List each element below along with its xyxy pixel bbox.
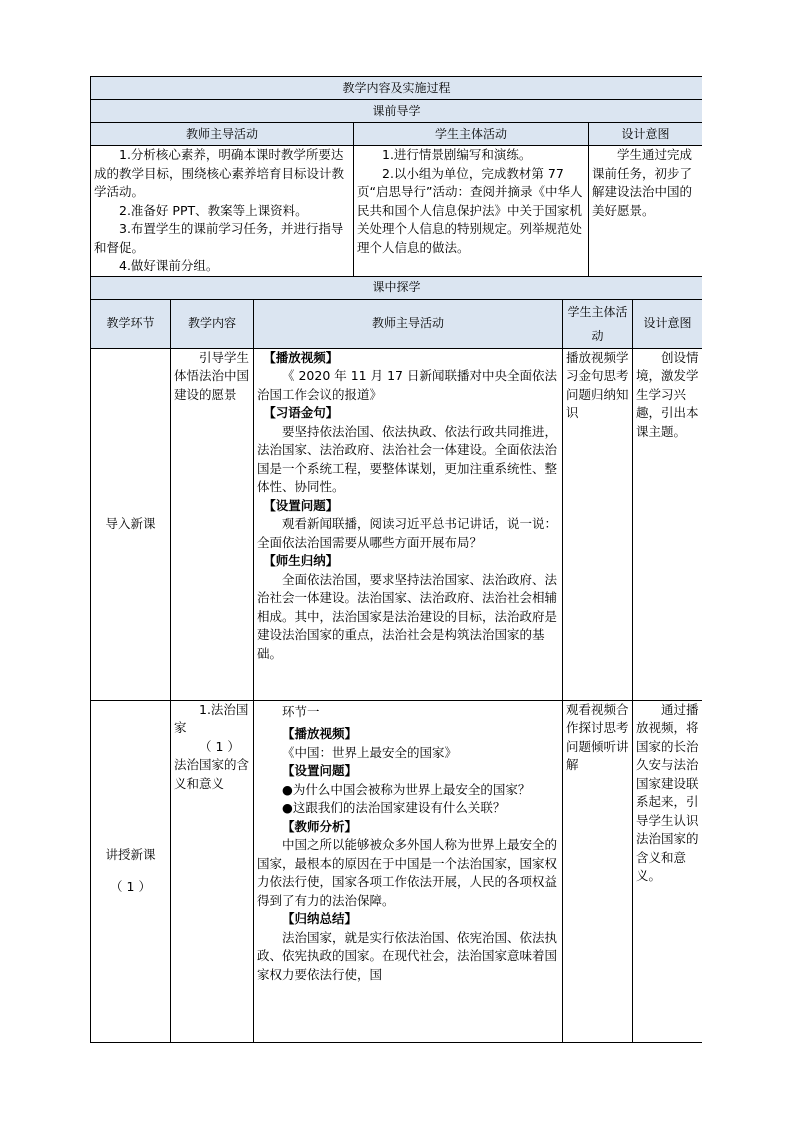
design-cell xyxy=(633,348,703,700)
teacher-activity-cell xyxy=(254,348,563,700)
section-tag: 【设置问题】 xyxy=(282,763,358,778)
section-tag: 【习语金句】 xyxy=(263,405,339,420)
table-title: 教学内容及实施过程 xyxy=(91,77,703,100)
table-row xyxy=(91,348,703,700)
design-cell xyxy=(633,700,703,1042)
col-design-intent: 设计意图 xyxy=(633,299,703,348)
summary-text: 全面依法治国，要求坚持法治国家、法治政府、法治社会一体建设。法治国家、法治政府、法治社会相辅相成。其中，法治国家是法治建设的目标，法治政府是建设法治国家的重点，法治社会是构筑法治国家的基础。 xyxy=(257,571,558,661)
col-teacher-activity: 教师主导活动 xyxy=(254,299,563,348)
col-design-intent: 设计意图 xyxy=(589,123,703,146)
section-pre-class: 课前导学 xyxy=(91,100,703,123)
col-student-activity: 学生主体活动 xyxy=(354,123,589,146)
pre-design-text: 学生通过完成课前任务，初步了解建设法治中国的美好愿景。 xyxy=(592,147,693,218)
video-title: 《中国：世界上最安全的国家》 xyxy=(282,744,458,760)
section-tag: 【归纳总结】 xyxy=(282,911,358,926)
pre-teacher-item: 3.布置学生的课前学习任务，并进行指导和督促。 xyxy=(94,221,344,255)
student-activity-text: 观看视频合作探讨思考问题倾听讲解 xyxy=(566,701,629,772)
student-activity-cell xyxy=(563,348,633,700)
content-cell xyxy=(171,348,254,700)
pre-teacher-item: 2.准备好 PPT、教案等上课资料。 xyxy=(119,202,308,218)
col-content: 教学内容 xyxy=(171,299,254,348)
stage-number: （ 1 ） xyxy=(110,879,151,894)
student-activity-cell xyxy=(563,700,633,1042)
teacher-activity-cell xyxy=(254,700,563,1042)
section-tag: 【播放视频】 xyxy=(282,726,358,741)
section-tag: 【设置问题】 xyxy=(263,497,339,513)
content-cell xyxy=(171,700,254,1042)
pre-teacher-item: 1.分析核心素养，明确本课时教学所要达成的教学目标，围绕核心素养培育目标设计教学活动。 xyxy=(94,147,345,199)
section-tag: 【教师分析】 xyxy=(282,818,358,834)
col-student-activity: 学生主体活动 xyxy=(563,299,633,348)
pre-class-table xyxy=(90,76,702,300)
content-subheading: （ 1 ）法治国家的含义和意义 xyxy=(174,738,250,791)
section-tag: 【师生归纳】 xyxy=(263,553,339,568)
video-title: 《 2020 年 11 月 17 日新闻联播对中央全面依法治国工作会议的报道》 xyxy=(257,368,557,402)
table-row xyxy=(91,700,703,1042)
question-text: 观看新闻联播，阅读习近平总书记讲话，说一说：全面依法治国需要从哪些方面开展布局？ xyxy=(257,516,558,550)
content-heading: 1.法治国家 xyxy=(174,701,249,735)
stage-cell: 导入新课 xyxy=(91,348,171,700)
design-text: 通过播放视频，将国家的长治久安与法治国家建设联系起来，引导学生认识法治国家的含义和意义。 xyxy=(636,701,699,883)
summary-text: 法治国家，就是实行依法治国、依宪治国、依法执政、依宪执政的国家。在现代社会，法治国家意味着国家权力要依法行使，国 xyxy=(257,929,558,982)
link-label: 环节一 xyxy=(282,703,320,719)
pre-student-item: 2.以小组为单位，完成教材第 77 页“启思导行”活动：查阅并摘录《中华人民共和国个人信息保护法》中关于国家机关处理个人信息的特别规定。列举规范处理个人信息的做法。 xyxy=(357,165,583,255)
pre-teacher-cell xyxy=(91,146,354,277)
question-item: ●这跟我们的法治国家建设有什么关联？ xyxy=(282,800,506,815)
in-class-table xyxy=(90,299,702,1043)
pre-student-cell xyxy=(354,146,589,277)
analysis-text: 中国之所以能够被众多外国人称为世界上最安全的国家，最根本的原因在于中国是一个法治国家，国家权力依法行使，国家各项工作依法开展，人民的各项权益得到了有力的法治保障。 xyxy=(257,837,558,908)
section-in-class: 课中探学 xyxy=(91,276,703,299)
section-tag: 【播放视频】 xyxy=(263,349,339,365)
pre-student-item: 1.进行情景剧编写和演练。 xyxy=(382,147,532,162)
pre-teacher-item: 4.做好课前分组。 xyxy=(119,258,219,273)
col-teacher-activity: 教师主导活动 xyxy=(91,123,354,146)
design-text: 创设情境，激发学生学习兴趣，引出本课主题。 xyxy=(636,349,699,439)
col-stage: 教学环节 xyxy=(91,299,171,348)
stage-cell xyxy=(91,700,171,1042)
lesson-plan-page xyxy=(90,76,702,1046)
pre-design-cell xyxy=(589,146,703,277)
content-text: 引导学生体悟法治中国建设的愿景 xyxy=(174,349,250,402)
student-activity-text: 播放视频学习金句思考问题归纳知识 xyxy=(566,349,629,420)
question-item: ●为什么中国会被称为世界上最安全的国家？ xyxy=(282,781,531,797)
stage-label: 讲授新课 xyxy=(105,846,156,862)
quote-text: 要坚持依法治国、依法执政、依法行政共同推进，法治国家、法治政府、法治社会一体建设。全面依法治国是一个系统工程，要整体谋划，更加注重系统性、整体性、协同性。 xyxy=(257,423,558,494)
